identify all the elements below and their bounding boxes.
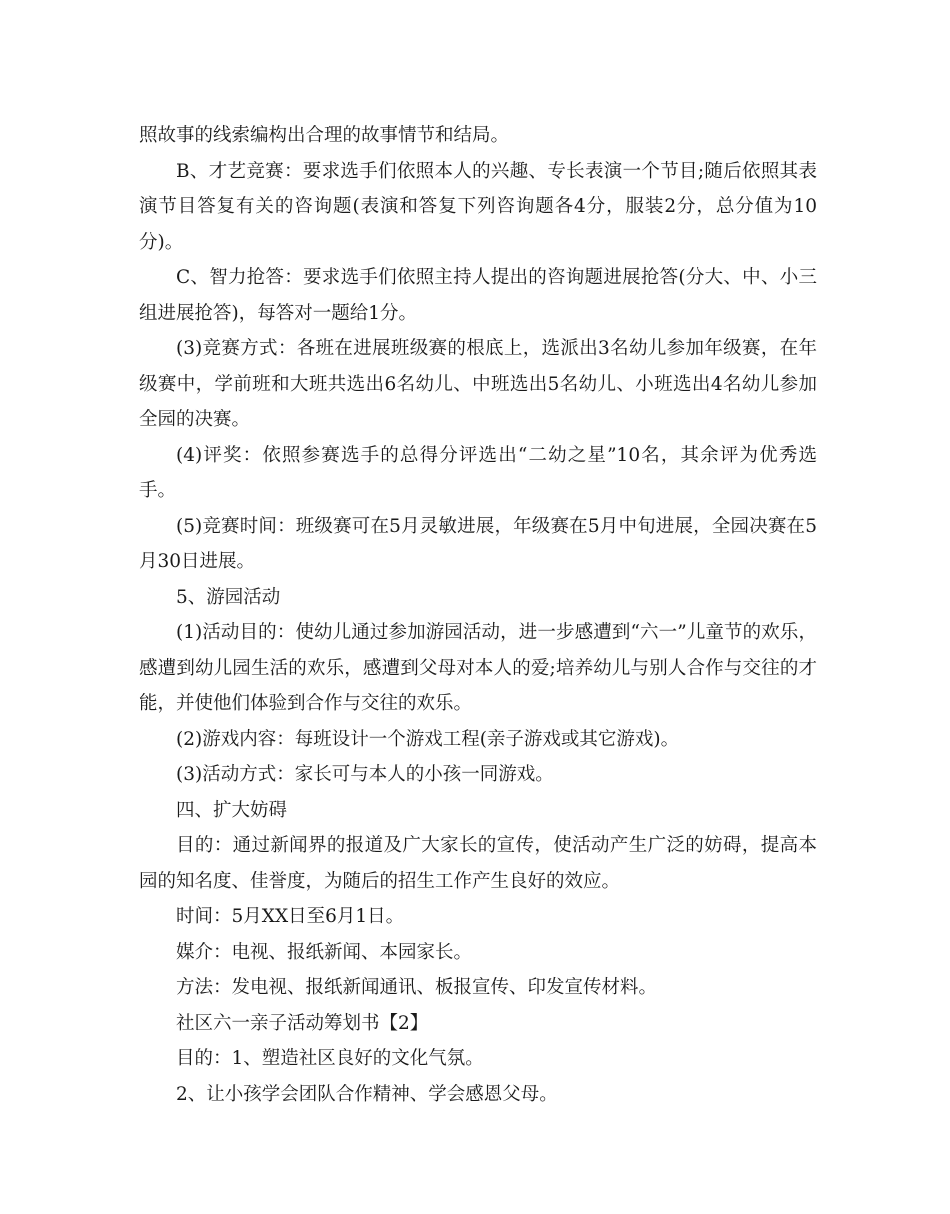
section-heading: 四、扩大妨碍 [176, 799, 288, 821]
paragraph: 时间：5月XX日至6月1日。 [176, 906, 405, 927]
paragraph: (2)游戏内容：每班设计一个游戏工程(亲子游戏或其它游戏)。 [176, 728, 680, 750]
paragraph: (5)竞赛时间：班级赛可在5月灵敏进展，年级赛在5月中旬进展，全园决赛在5月30日进展。 [139, 515, 817, 572]
paragraph: (3)竞赛方式：各班在进展班级赛的根底上，选派出3名幼儿参加年级赛，在年级赛中，学前班和大班共选出6名幼儿、中班选出5名幼儿、小班选出4名幼儿参加全园的决赛。 [139, 338, 817, 430]
paragraph: 目的：通过新闻界的报道及广大家长的宣传，使活动产生广泛的妨碍，提高本园的知名度、佳誉度，为随后的招生工作产生良好的效应。 [139, 835, 817, 892]
paragraph: 方法：发电视、报纸新闻通讯、板报宣传、印发宣传材料。 [176, 977, 658, 998]
paragraph: C、智力抢答：要求选手们依照主持人提出的咨询题进展抢答(分大、中、小三组进展抢答)，每答对一题给1分。 [139, 267, 817, 324]
paragraph: (3)活动方式：家长可与本人的小孩一同游戏。 [176, 764, 554, 785]
paragraph: B、才艺竞赛：要求选手们依照本人的兴趣、专长表演一个节目;随后依照其表演节目答复有关的咨询题(表演和答复下列咨询题各4分，服装2分，总分值为10分)。 [139, 160, 817, 253]
document-body [139, 118, 817, 1112]
section-heading: 5、游园活动 [176, 586, 281, 608]
section-heading: 社区六一亲子活动筹划书【2】 [176, 1012, 429, 1034]
paragraph: 媒介：电视、报纸新闻、本园家长。 [176, 941, 473, 963]
paragraph: 2、让小孩学会团队合作精神、学会感恩父母。 [176, 1083, 558, 1105]
paragraph: 目的：1、塑造社区良好的文化气氛。 [176, 1048, 484, 1069]
paragraph: (4)评奖：依照参赛选手的总得分评选出“二幼之星”10名，其余评为优秀选手。 [139, 444, 817, 501]
paragraph: 照故事的线索编构出合理的故事情节和结局。 [139, 125, 510, 146]
paragraph: (1)活动目的：使幼儿通过参加游园活动，进一步感遭到“六一”儿童节的欢乐，感遭到幼儿园生活的欢乐，感遭到父母对本人的爱;培养幼儿与别人合作与交往的才能，并使他们体验到合作与交往的欢乐。 [139, 622, 817, 714]
